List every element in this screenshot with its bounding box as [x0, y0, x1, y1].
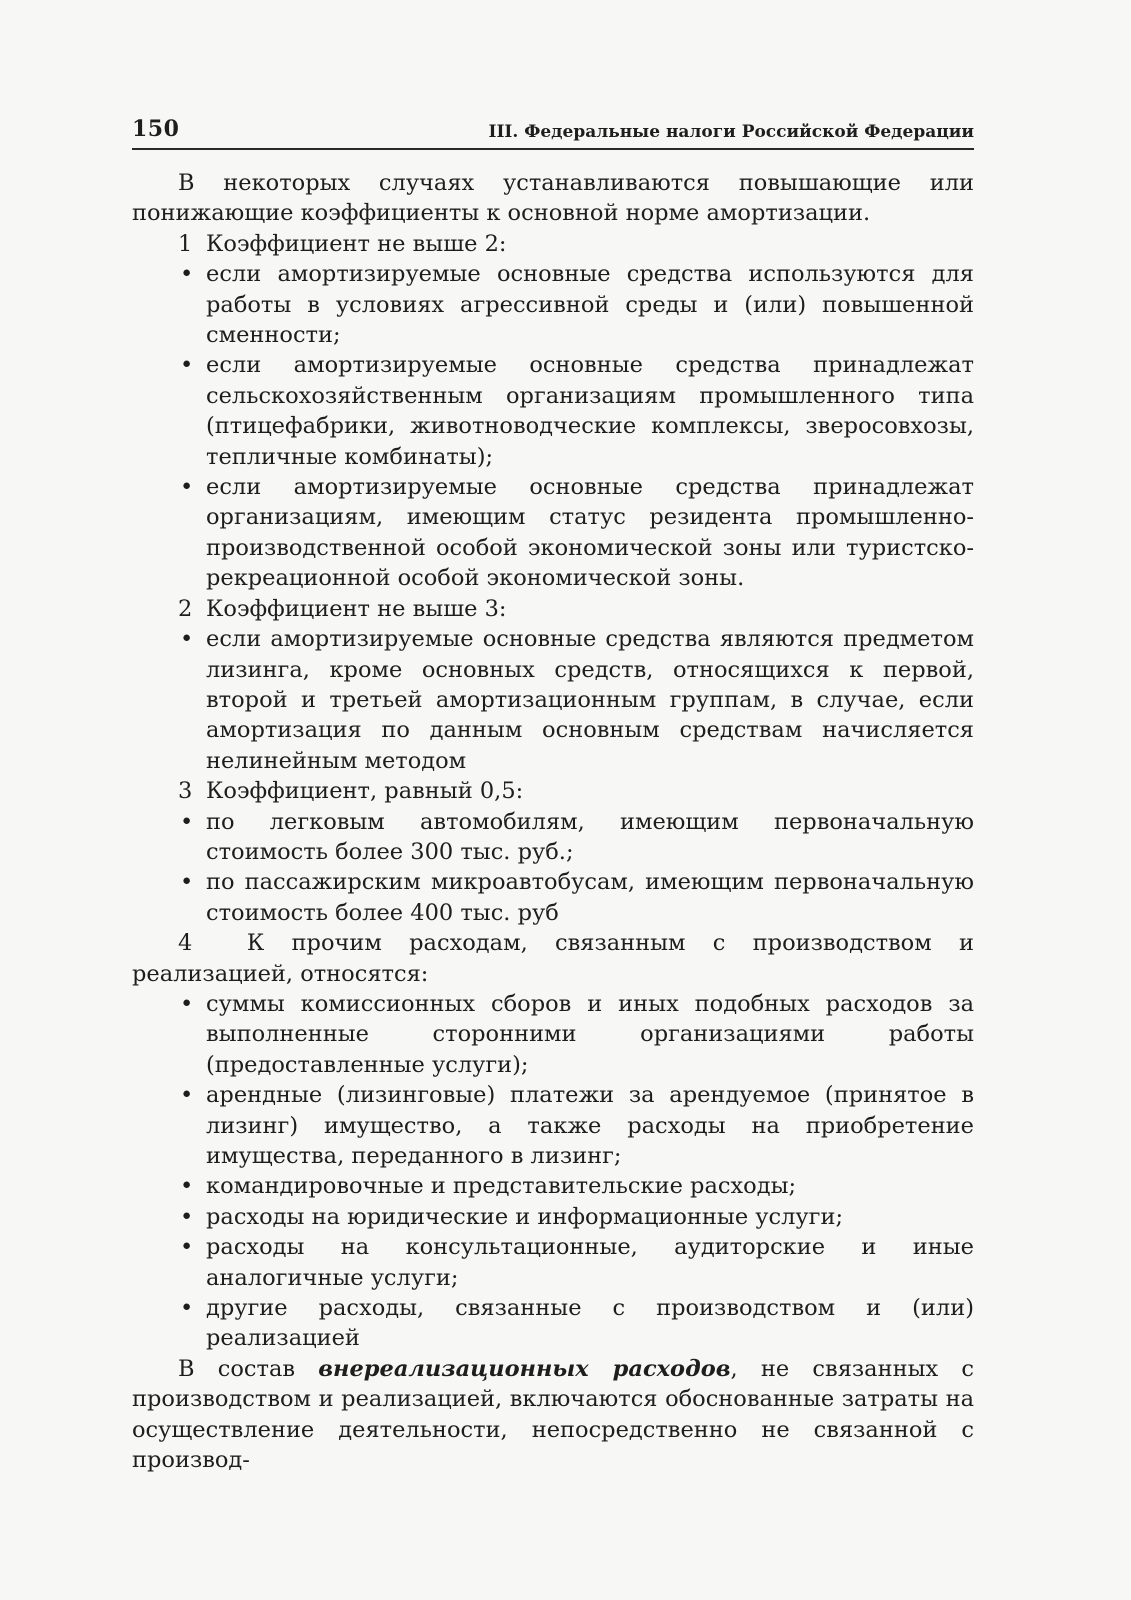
closing-paragraph	[132, 1354, 974, 1476]
closing-text-start: В состав	[178, 1355, 319, 1382]
list-item-text: расходы на юридические и информационные услуги;	[206, 1203, 844, 1230]
list-item-text: другие расходы, связанные с производством и (или) реализацией	[206, 1295, 974, 1352]
list-item	[132, 1202, 974, 1232]
coefficient-group-3-heading	[132, 776, 974, 806]
group-label: Коэффициент не выше 3:	[206, 595, 507, 622]
bullet-icon: •	[180, 261, 194, 288]
bullet-icon: •	[180, 1173, 194, 1200]
list-item-text: если амортизируемые основные средства используются для работы в условиях агрессивной среды и (или) повышенной сменности;	[206, 261, 974, 349]
group-number: 3	[178, 778, 193, 805]
bullet-icon: •	[180, 808, 194, 835]
list-item	[132, 350, 974, 472]
coefficient-group-1-heading	[132, 229, 974, 259]
list-item	[132, 1232, 974, 1293]
list-item	[132, 624, 974, 776]
list-item	[132, 989, 974, 1080]
bullet-icon: •	[180, 1295, 194, 1322]
chapter-title: III. Федеральные налоги Российской Федерации	[488, 122, 974, 142]
page-content	[132, 168, 974, 1475]
bullet-icon: •	[180, 1234, 194, 1261]
list-item	[132, 472, 974, 594]
running-head	[132, 112, 974, 150]
list-item-text: суммы комиссионных сборов и иных подобных расходов за выполненные сторонними организациями работы (предоставленные услуги);	[206, 990, 974, 1078]
group-number: 1	[178, 230, 193, 257]
coefficient-group-2-heading	[132, 594, 974, 624]
page-number: 150	[132, 116, 180, 142]
list-item	[132, 1171, 974, 1201]
list-item-text: расходы на консультационные, аудиторские и иные аналогичные услуги;	[206, 1234, 974, 1291]
group-label: Коэффициент не выше 2:	[206, 230, 507, 257]
list-item	[132, 867, 974, 928]
list-item	[132, 259, 974, 350]
other-expenses-text: К прочим расходам, связанным с производством и реализацией, относятся:	[132, 930, 974, 987]
intro-paragraph: В некоторых случаях устанавливаются повышающие или понижающие коэффициенты к основной норме амортизации.	[132, 170, 974, 227]
bullet-icon: •	[180, 990, 194, 1017]
list-item-text: если амортизируемые основные средства являются предметом лизинга, кроме основных средств, относящихся к первой, второй и третьей амортизационным группам, в случае, если амортизация по данным основным средствам начисляется нелинейным методом	[206, 626, 974, 774]
list-item-text: если амортизируемые основные средства принадлежат организациям, имеющим статус резидента промышленно-производственной особой экономической зоны или туристско-рекреационной особой экономической зоны.	[206, 474, 974, 592]
bullet-icon: •	[180, 474, 194, 501]
list-item-text: если амортизируемые основные средства принадлежат сельскохозяйственным организациям промышленного типа (птицефабрики, животноводческие комплексы, зверосовхозы, тепличные комбинаты);	[206, 352, 974, 470]
list-item-text: командировочные и представительские расходы;	[206, 1173, 797, 1200]
bullet-icon: •	[180, 626, 194, 653]
book-page	[132, 112, 974, 1475]
list-item-text: по легковым автомобилям, имеющим первоначальную стоимость более 300 тыс. руб.;	[206, 808, 974, 865]
other-expenses-heading	[132, 928, 974, 989]
list-item	[132, 1293, 974, 1354]
bullet-icon: •	[180, 869, 194, 896]
list-item-text: по пассажирским микроавтобусам, имеющим первоначальную стоимость более 400 тыс. руб	[206, 869, 974, 926]
item-number: 4	[178, 930, 193, 957]
bullet-icon: •	[180, 352, 194, 379]
emphasized-term: внереализационных расходов	[318, 1355, 731, 1382]
bullet-icon: •	[180, 1082, 194, 1109]
closing-text-end: , не связанных с производством и реализацией, включаются обоснованные затраты на осуществление деятельности, непосредственно не связанной с производ-	[132, 1355, 974, 1474]
list-item	[132, 807, 974, 868]
group-label: Коэффициент, равный 0,5:	[206, 778, 524, 805]
group-number: 2	[178, 595, 193, 622]
list-item-text: арендные (лизинговые) платежи за арендуемое (принятое в лизинг) имущество, а также расходы на приобретение имущества, переданного в лизинг;	[206, 1082, 974, 1169]
list-item	[132, 1080, 974, 1171]
bullet-icon: •	[180, 1203, 194, 1230]
